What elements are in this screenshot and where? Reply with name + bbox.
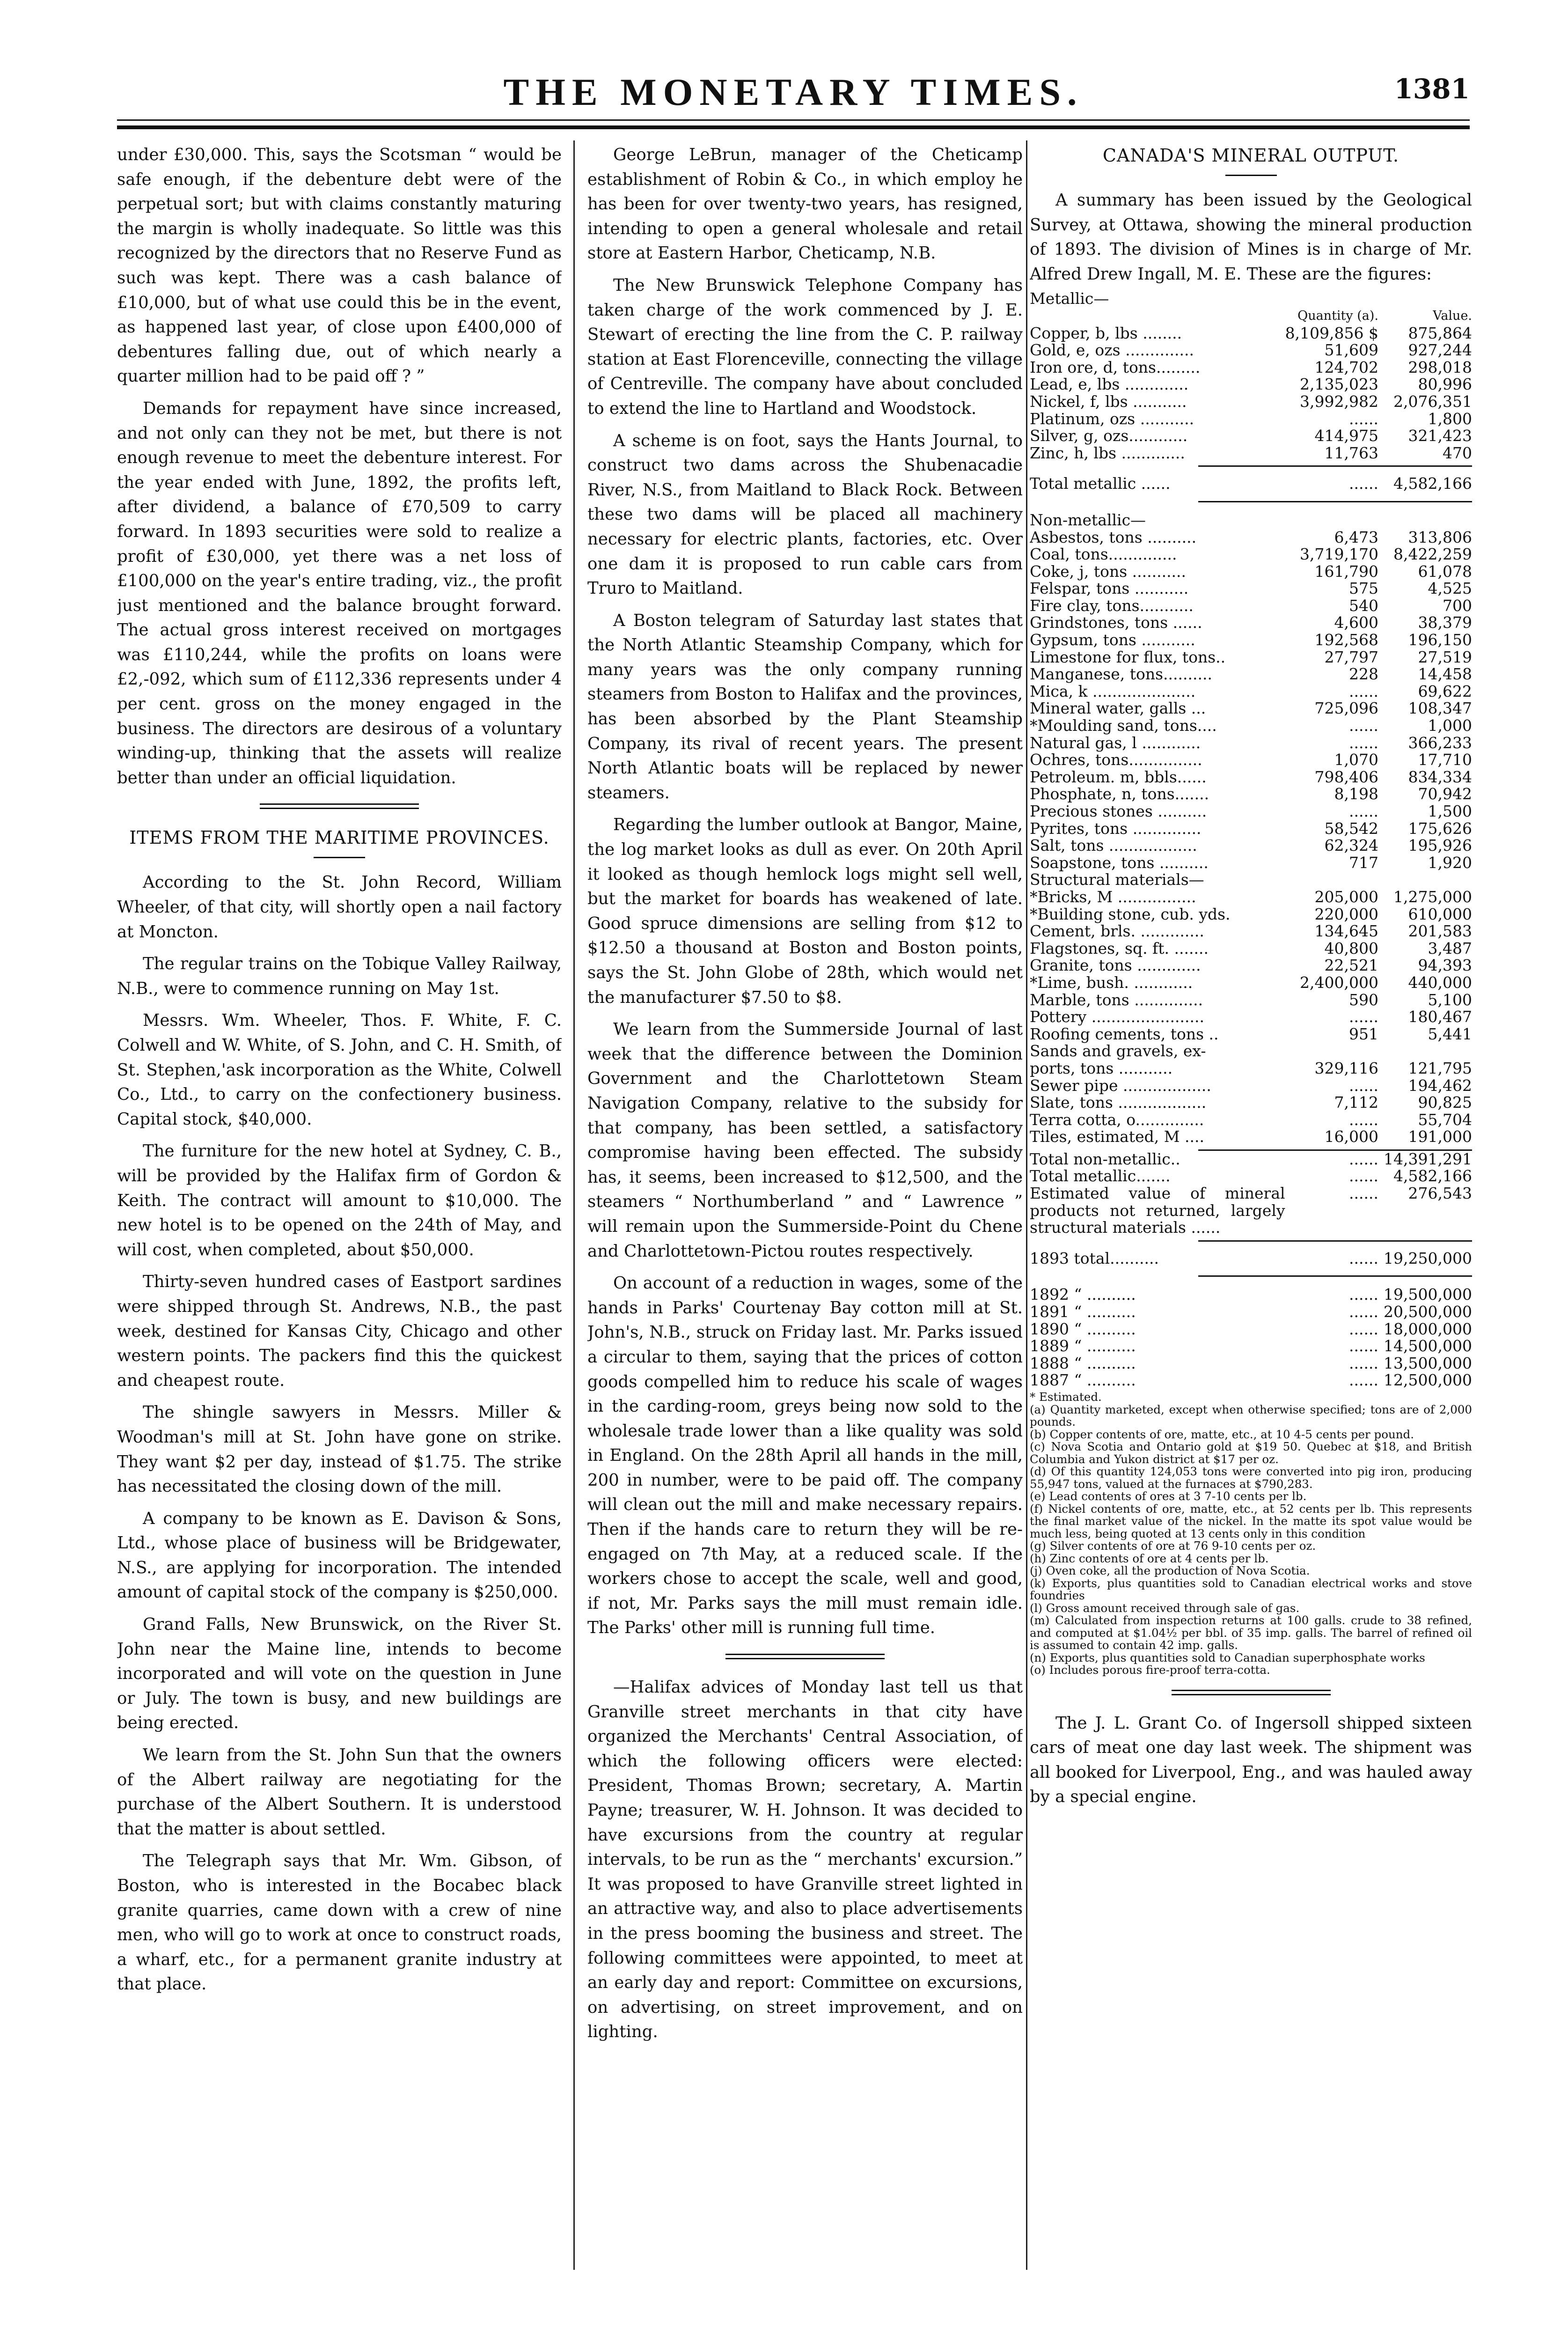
mineral-value: 108,347 xyxy=(1408,699,1472,718)
mineral-quantity: 161,790 xyxy=(1314,562,1378,581)
mineral-value: 1,800 xyxy=(1428,409,1472,428)
table-row xyxy=(1030,393,1472,411)
table-row xyxy=(1030,940,1472,957)
section-label: Non-metallic— xyxy=(1030,510,1146,529)
mineral-name: Total metallic....... xyxy=(1030,1167,1171,1185)
mineral-quantity: ...... xyxy=(1349,1149,1378,1168)
table-row xyxy=(1030,427,1472,445)
mineral-value: 194,462 xyxy=(1408,1076,1472,1095)
table-row xyxy=(1030,1112,1472,1129)
mineral-name: 1889 “ .......... xyxy=(1030,1337,1136,1355)
table-row xyxy=(1030,803,1472,820)
news-item: The shingle sawyers in Messrs. Miller & Woodman's mill at St. John have gone on strike. They want $2 per day, instead of $1.75. The strike has necessitated the closing down of the mill. xyxy=(117,1403,562,1496)
total-row xyxy=(1030,467,1472,497)
mineral-value: 5,441 xyxy=(1428,1024,1472,1043)
mineral-quantity: ...... xyxy=(1349,716,1378,735)
year-row xyxy=(1030,1355,1472,1372)
table-row xyxy=(1030,359,1472,376)
mineral-quantity: 58,542 xyxy=(1324,819,1378,838)
page-number: 1381 xyxy=(1394,73,1470,105)
column-divider xyxy=(1026,140,1027,2270)
mineral-value: 19,250,000 xyxy=(1384,1249,1472,1267)
table-row xyxy=(1030,700,1472,717)
table-footnotes xyxy=(1030,1391,1472,1677)
table-row xyxy=(1030,1009,1472,1026)
year-row xyxy=(1030,1321,1472,1338)
table-row xyxy=(1030,1026,1472,1043)
mineral-name: Gypsum, tons ........... xyxy=(1030,631,1195,649)
table-row xyxy=(1030,632,1472,649)
mineral-name: Asbestos, tons .......... xyxy=(1030,528,1197,546)
mineral-name: Zinc, h, lbs ............. xyxy=(1030,443,1185,462)
estimated-row xyxy=(1030,1185,1472,1237)
mineral-value: 276,543 xyxy=(1408,1184,1472,1203)
table-row xyxy=(1030,735,1472,752)
news-item: George LeBrun, manager of the Cheticamp establishment of Robin & Co., in which employ he has been for over twenty-two years, has resigned, intending to open a general wholesale and retail store at Eastern Harbor, Cheticamp, N.B. xyxy=(587,145,1023,263)
mineral-name: Mica, k ..................... xyxy=(1030,682,1196,700)
mineral-value: 14,391,291 xyxy=(1384,1149,1472,1168)
footnote: (l) Gross amount received through sale of gas. xyxy=(1030,1601,1300,1615)
mineral-name: Natural gas, l ............ xyxy=(1030,733,1201,752)
mineral-quantity: ...... xyxy=(1349,1354,1378,1372)
table-row xyxy=(1030,614,1472,632)
total-row xyxy=(1030,1242,1472,1272)
mineral-value: 94,393 xyxy=(1418,956,1472,975)
mineral-quantity: 3,992,982 xyxy=(1300,392,1378,411)
mineral-quantity: 205,000 xyxy=(1314,887,1378,906)
mineral-quantity: ...... xyxy=(1349,1076,1378,1095)
year-row xyxy=(1030,1338,1472,1355)
mineral-name: Granite, tons ............. xyxy=(1030,956,1201,975)
year-row xyxy=(1030,1303,1472,1321)
mineral-quantity: 590 xyxy=(1349,990,1378,1009)
news-item: We learn from the St. John Sun that the owners of the Albert railway are negotiating for the purchase of the Albert Southern. It is understood that the matter is about settled. xyxy=(117,1745,562,1839)
table-row xyxy=(1030,597,1472,615)
mineral-value: 610,000 xyxy=(1408,905,1472,923)
mineral-quantity: ...... xyxy=(1349,1008,1378,1026)
mineral-quantity: ...... xyxy=(1349,733,1378,752)
mineral-name: Silver, g, ozs............ xyxy=(1030,427,1188,445)
footnote: (k) Exports, plus quantities sold to Canadian electrical works and stove foundries xyxy=(1030,1576,1472,1602)
mineral-name: Limestone for flux, tons.. xyxy=(1030,648,1226,666)
section-heading: ITEMS FROM THE MARITIME PROVINCES. xyxy=(129,827,550,848)
mineral-name: 1892 “ .......... xyxy=(1030,1285,1136,1304)
footnote: (m) Calculated from inspection returns at 100 galls. crude to 38 refined, and computed at $1.04½ per bbl. of 35 imp. galls. The barrel of refined oil is assumed to contain 42 imp. galls. xyxy=(1030,1613,1472,1652)
mineral-name: Terra cotta, o.............. xyxy=(1030,1110,1204,1129)
section-separator xyxy=(1172,1690,1331,1695)
quantity-header: Quantity (a). xyxy=(1297,308,1378,323)
mineral-value: 196,150 xyxy=(1408,631,1472,649)
mineral-value: 175,626 xyxy=(1408,819,1472,838)
footnote: (o) Includes porous fire-proof terra-cotta. xyxy=(1030,1663,1270,1677)
mineral-name: 1893 total.......... xyxy=(1030,1249,1159,1267)
section-label: Structural materials— xyxy=(1030,870,1204,889)
mineral-value: 927,244 xyxy=(1408,341,1472,360)
news-item: On account of a reduction in wages, some of the hands in Parks' Courtenay Bay cotton mill at St. John's, N.B., struck on Friday last. Mr. Parks issued a circular to them, saying that the prices of cotton goods compelled him to reduce his scale of wages in the carding-room, greys being now sold to the wholesale trade lower than a like quality was sold in England. On the 28th April all hands in the mill, 200 in number, were to be paid off. The company will clean out the mill and make necessary repairs. Then if the hands care to return they will be re-engaged on 7th May, at a reduced scale. If the workers chose to accept the scale, well and good, if not, Mr. Parks says the mill must remain idle. The Parks' other mill is running full time. xyxy=(587,1274,1023,1638)
mineral-name: Platinum, ozs ........... xyxy=(1030,409,1194,428)
mineral-table xyxy=(1030,290,1472,1389)
mineral-value: 195,926 xyxy=(1408,836,1472,855)
mineral-quantity: 951 xyxy=(1349,1024,1378,1043)
news-item: A scheme is on foot, says the Hants Journal, to construct two dams across the Shubenacadie River, N.S., from Maitland to Black Rock. Between these two dams will be placed all machinery necessary for electric plants, factories, etc. Over one dam it is proposed to run cable cars from Truro to Maitland. xyxy=(587,431,1023,598)
mineral-quantity: ...... xyxy=(1349,1319,1378,1338)
mineral-quantity: 1,070 xyxy=(1334,751,1378,769)
mineral-value: 1,275,000 xyxy=(1393,887,1472,906)
mineral-name: Ochres, tons............... xyxy=(1030,751,1202,769)
footnote: (n) Exports, plus quantities sold to Canadian superphosphate works xyxy=(1030,1650,1425,1664)
total-row xyxy=(1030,1168,1472,1185)
table-row xyxy=(1030,889,1472,906)
mineral-quantity: 134,645 xyxy=(1314,922,1378,941)
news-item: Messrs. Wm. Wheeler, Thos. F. White, F. C. Colwell and W. White, of S. John, and C. H. Smith, of St. Stephen,'ask incorporation as the White, Colwell Co., Ltd., to carry on the confectionery business. Capital stock, $40,000. xyxy=(117,1011,562,1129)
masthead-rule-thin xyxy=(117,119,1470,121)
masthead-title: THE MONETARY TIMES. xyxy=(503,71,1084,113)
mineral-value: 14,500,000 xyxy=(1384,1337,1472,1355)
news-item: We learn from the Summerside Journal of last week that the difference between the Dominion Government and the Charlottetown Steam Navigation Company, relative to the subsidy for that company, has been settled, a satisfactory compromise having been effected. The subsidy has, it seems, been increased to $12,500, and the steamers “ Northumberland ” and “ Lawrence ” will remain upon the Summerside-Point du Chene and Charlottetown-Pictou routes respectively. xyxy=(587,1020,1023,1261)
mineral-value: 55,704 xyxy=(1418,1110,1472,1129)
news-item: A company to be known as E. Davison & Sons, Ltd., whose place of business will be Bridgewater, N.S., are applying for incorporation. The intended amount of capital stock of the company is $250,000. xyxy=(117,1509,562,1602)
mineral-name: *Building stone, cub. yds. xyxy=(1030,905,1231,923)
mineral-value: 298,018 xyxy=(1408,358,1472,376)
table-row xyxy=(1030,580,1472,597)
table-row xyxy=(1030,411,1472,428)
table-row xyxy=(1030,649,1472,666)
mineral-quantity: ...... xyxy=(1349,1167,1378,1185)
mineral-value: 1,920 xyxy=(1428,853,1472,872)
mineral-name: Sands and gravels, ex- xyxy=(1030,1042,1206,1060)
news-item: The New Brunswick Telephone Company has taken charge of the work commenced by J. E. Stewart of erecting the line from the C. P. railway station at East Florenceville, connecting the village of Centreville. The company have about concluded to extend the line to Hartland and Woodstock. xyxy=(587,275,1023,418)
table-row xyxy=(1030,820,1472,838)
mineral-value: 875,864 xyxy=(1408,324,1472,342)
table-row xyxy=(1030,683,1472,700)
mineral-value: 121,795 xyxy=(1408,1059,1472,1077)
mineral-name: 1890 “ .......... xyxy=(1030,1319,1136,1338)
mineral-value: 90,825 xyxy=(1418,1093,1472,1112)
mineral-value: 38,379 xyxy=(1418,613,1472,632)
total-row xyxy=(1030,1151,1472,1168)
section-separator xyxy=(725,1654,885,1659)
mineral-value: 4,582,166 xyxy=(1393,474,1472,493)
mineral-value: 13,500,000 xyxy=(1384,1354,1472,1372)
mineral-quantity: 329,116 xyxy=(1314,1059,1378,1077)
mineral-quantity: ...... xyxy=(1349,802,1378,820)
mineral-value: 201,583 xyxy=(1408,922,1472,941)
mineral-quantity: 40,800 xyxy=(1324,939,1378,957)
table-row xyxy=(1030,1043,1472,1060)
mineral-quantity: 540 xyxy=(1349,596,1378,615)
table-section-label xyxy=(1030,290,1472,308)
mineral-quantity: 51,609 xyxy=(1324,341,1378,360)
footnote: (d) Of this quantity 124,053 tons were converted into pig iron, producing 55,947 tons, valued at the furnaces at $790,283. xyxy=(1030,1465,1472,1491)
mineral-quantity: ...... xyxy=(1349,1303,1378,1321)
footnote: (j) Oven coke, all the production of Nova Scotia. xyxy=(1030,1564,1310,1577)
table-row xyxy=(1030,786,1472,803)
mineral-name: Mineral water, galls ... xyxy=(1030,699,1206,718)
value-header: Value. xyxy=(1433,308,1472,323)
mineral-name: Manganese, tons.......... xyxy=(1030,665,1212,684)
mineral-value: 191,000 xyxy=(1408,1127,1472,1146)
mineral-name: Grindstones, tons ...... xyxy=(1030,613,1202,632)
mineral-name: Iron ore, d, tons......... xyxy=(1030,358,1201,376)
mineral-value: 5,100 xyxy=(1428,990,1472,1009)
mineral-name: Soapstone, tons .......... xyxy=(1030,853,1209,872)
section-separator xyxy=(260,803,419,809)
mineral-name: Total metallic ...... xyxy=(1030,474,1171,493)
mineral-quantity: 11,763 xyxy=(1324,443,1378,462)
mineral-name: Nickel, f, lbs ........... xyxy=(1030,392,1187,411)
mineral-value: 3,487 xyxy=(1428,939,1472,957)
table-rule xyxy=(1030,462,1472,467)
masthead xyxy=(117,70,1470,117)
article-paragraph: under £30,000. This, says the Scotsman “ would be safe enough, if the debenture debt were of the perpetual sort; but with claims constantly maturing the margin is wholly inadequate. So little was this recognized by the directors that no Reserve Fund as such was kept. There was a cash balance of £10,000, but of what use could this be in the event, as happened last year, of close upon £400,000 of debentures falling due, out of which nearly a quarter million had to be paid off ? ” xyxy=(117,145,562,386)
mineral-name: Lead, e, lbs ............. xyxy=(1030,375,1189,394)
news-item: The Telegraph says that Mr. Wm. Gibson, of Boston, who is interested in the Bocabec black granite quarries, came down with a crew of nine men, who will go to work at once to construct roads, a wharf, etc., for a permanent granite industry at that place. xyxy=(117,1851,562,1994)
table-section-label xyxy=(1030,502,1472,529)
mineral-name: Tiles, estimated, M .... xyxy=(1030,1127,1204,1146)
mineral-quantity: 575 xyxy=(1349,579,1378,598)
mineral-value: 8,422,259 xyxy=(1393,545,1472,564)
mineral-quantity: 124,702 xyxy=(1314,358,1378,376)
mineral-value: 12,500,000 xyxy=(1384,1371,1472,1390)
mineral-quantity: 22,521 xyxy=(1324,956,1378,975)
table-row xyxy=(1030,769,1472,786)
mineral-value xyxy=(1378,1043,1472,1060)
mineral-name: Coke, j, tons ........... xyxy=(1030,562,1187,581)
mineral-value: 834,334 xyxy=(1408,767,1472,786)
table-rule xyxy=(1030,1237,1472,1242)
article-paragraph: Demands for repayment have since increased, and not only can they not be met, but there is not enough revenue to meet the debenture interest. For the year ended with June, 1892, the profits left, after dividend, a balance of £70,509 to carry forward. In 1893 securities were sold to realize a profit of £30,000, yet there was a net loss of £100,000 on the year's entire trading, viz., the profit just mentioned and the balance brought forward. The actual gross interest received on mortgages was £110,244, while the profits on loans were £2,-092, which sum of £112,336 represents under 4 per cent. gross on the money engaged in the business. The directors are desirous of a voluntary winding-up, thinking that the assets will realize better than under an official liquidation. xyxy=(117,398,562,788)
footnote: (c) Nova Scotia and Ontario gold at $19 50. Quebec at $18, and British Columbia and Yukon district at $17 per oz. xyxy=(1030,1440,1472,1466)
mineral-quantity: ...... xyxy=(1349,1184,1378,1203)
section-label: Metallic— xyxy=(1030,289,1109,308)
mineral-name: Marble, tons .............. xyxy=(1030,990,1203,1009)
mineral-value: 1,000 xyxy=(1428,716,1472,735)
mineral-name: ports, tons ........... xyxy=(1030,1059,1173,1077)
footnote: (e) Lead contents of ores at 3 7-10 cents per lb. xyxy=(1030,1489,1307,1503)
news-item: —Halifax advices of Monday last tell us that Granville street merchants in that city have organized the Merchants' Central Association, of which the following officers were elected: President, Thomas Brown; secretary, A. Martin Payne; treasurer, W. H. Johnson. It was decided to have excursions from the country at regular intervals, to be run as the “ merchants' excursion.” It was proposed to have Granville street lighted in an attractive way, and also to place advertisements in the press booming the business and street. The following committees were appointed, to meet at an early day and report: Committee on excursions, on advertising, on street improvement, and on lighting. xyxy=(587,1678,1023,2042)
mineral-quantity: 2,135,023 xyxy=(1300,375,1378,394)
mineral-name: Fire clay, tons........... xyxy=(1030,596,1194,615)
footnote: (a) Quantity marketed, except when otherwise specified; tons are of 2,000 pounds. xyxy=(1030,1402,1472,1428)
mineral-value: 180,467 xyxy=(1408,1008,1472,1026)
mineral-name: Copper, b, lbs ........ xyxy=(1030,324,1182,342)
table-row xyxy=(1030,546,1472,563)
mineral-value: 20,500,000 xyxy=(1384,1303,1472,1321)
table-header-row xyxy=(1030,308,1472,325)
mineral-value: 69,622 xyxy=(1418,682,1472,700)
footnote: (b) Copper contents of ore, matte, etc., at 10 4-5 cents per pound. xyxy=(1030,1427,1414,1441)
mineral-value: 440,000 xyxy=(1408,973,1472,992)
mineral-quantity: ...... xyxy=(1349,409,1378,428)
mineral-intro: A summary has been issued by the Geological Survey, at Ottawa, showing the mineral production of 1893. The division of Mines is in charge of Mr. Alfred Drew Ingall, M. E. These are the figures: xyxy=(1030,191,1472,284)
news-item: Thirty-seven hundred cases of Eastport sardines were shipped through St. Andrews, N.B., the past week, destined for Kansas City, Chicago and other western points. The packers find this the quickest and cheapest route. xyxy=(117,1272,562,1390)
table-row xyxy=(1030,1094,1472,1112)
mineral-value: 366,233 xyxy=(1408,733,1472,752)
column-divider xyxy=(573,140,575,2270)
mineral-name: *Moulding sand, tons.... xyxy=(1030,716,1217,735)
mineral-name: Cement, brls. ............. xyxy=(1030,922,1204,941)
mineral-quantity: 3,719,170 xyxy=(1300,545,1378,564)
news-item: The regular trains on the Tobique Valley Railway, N.B., were to commence running on May 1st. xyxy=(117,954,562,998)
table-row xyxy=(1030,529,1472,546)
mineral-quantity: 16,000 xyxy=(1324,1127,1378,1146)
mineral-value: 321,423 xyxy=(1408,427,1472,445)
column-2 xyxy=(587,143,1023,2275)
table-row xyxy=(1030,751,1472,769)
year-row xyxy=(1030,1372,1472,1389)
table-row xyxy=(1030,1060,1472,1077)
table-row xyxy=(1030,376,1472,393)
mineral-quantity: ...... xyxy=(1349,1285,1378,1304)
section-heading: CANADA'S MINERAL OUTPUT. xyxy=(1102,145,1399,166)
mineral-name: Salt, tons .................. xyxy=(1030,836,1197,855)
mineral-name: Petroleum. m, bbls...... xyxy=(1030,767,1207,786)
mineral-name: 1888 “ .......... xyxy=(1030,1354,1136,1372)
mineral-quantity: ...... xyxy=(1349,682,1378,700)
mineral-quantity: 228 xyxy=(1349,665,1378,684)
mineral-quantity: 27,797 xyxy=(1324,648,1378,666)
mineral-quantity: 4,600 xyxy=(1334,613,1378,632)
mineral-quantity: 798,406 xyxy=(1314,767,1378,786)
mineral-value: 19,500,000 xyxy=(1384,1285,1472,1304)
mineral-quantity: ...... xyxy=(1349,1371,1378,1390)
footnote: (g) Silver contents of ore at 76 9-10 cents per oz. xyxy=(1030,1539,1316,1553)
mineral-quantity: 7,112 xyxy=(1334,1093,1378,1112)
mineral-value: 470 xyxy=(1443,443,1472,462)
mineral-name: Gold, e, ozs .............. xyxy=(1030,341,1194,360)
news-item: According to the St. John Record, William Wheeler, of that city, will shortly open a nail factory at Moncton. xyxy=(117,873,562,942)
mineral-value: 700 xyxy=(1443,596,1472,615)
mineral-name: Felspar, tons ........... xyxy=(1030,579,1189,598)
mineral-quantity xyxy=(1285,1043,1378,1060)
mineral-quantity: 2,400,000 xyxy=(1300,973,1378,992)
mineral-name: Pottery ....................... xyxy=(1030,1008,1204,1026)
mineral-name: 1891 “ .......... xyxy=(1030,1303,1136,1321)
table-row xyxy=(1030,325,1472,342)
mineral-value: 80,996 xyxy=(1418,375,1472,394)
mineral-quantity: ...... xyxy=(1349,474,1378,493)
mineral-name: 1887 “ .......... xyxy=(1030,1371,1136,1390)
mineral-name: Pyrites, tons .............. xyxy=(1030,819,1202,838)
mineral-quantity: 220,000 xyxy=(1314,905,1378,923)
table-row xyxy=(1030,342,1472,359)
mineral-quantity: 6,473 xyxy=(1334,528,1378,546)
table-row xyxy=(1030,1077,1472,1095)
table-row xyxy=(1030,923,1472,940)
mineral-quantity: 192,568 xyxy=(1314,631,1378,649)
table-rule xyxy=(1030,497,1472,502)
table-row xyxy=(1030,854,1472,872)
table-rule xyxy=(1030,1272,1472,1277)
mineral-name: Roofing cements, tons .. xyxy=(1030,1024,1219,1043)
mineral-name: Phosphate, n, tons....... xyxy=(1030,785,1209,803)
mineral-value: 61,078 xyxy=(1418,562,1472,581)
mineral-name: Flagstones, sq. ft. ....... xyxy=(1030,939,1209,957)
mineral-name: Slate, tons .................. xyxy=(1030,1093,1207,1112)
mineral-value: 18,000,000 xyxy=(1384,1319,1472,1338)
news-item: Grand Falls, New Brunswick, on the River St. John near the Maine line, intends to become incorporated and will vote on the question in June or July. The town is busy, and new buildings are being erected. xyxy=(117,1615,562,1733)
column-3 xyxy=(1030,143,1472,2275)
mineral-name: Precious stones .......... xyxy=(1030,802,1207,820)
mineral-name: *Bricks, M ................ xyxy=(1030,887,1196,906)
table-row xyxy=(1030,974,1472,992)
mineral-quantity: 725,096 xyxy=(1314,699,1378,718)
mineral-name: *Lime, bush. ............ xyxy=(1030,973,1193,992)
mineral-quantity: ...... xyxy=(1349,1110,1378,1129)
table-row xyxy=(1030,563,1472,581)
table-row xyxy=(1030,837,1472,854)
heading-rule xyxy=(1225,175,1277,176)
mineral-value: 1,500 xyxy=(1428,802,1472,820)
table-row xyxy=(1030,666,1472,683)
news-item: The J. L. Grant Co. of Ingersoll shipped sixteen cars of meat one day last week. The shipment was all booked for Liverpool, Eng., and was hauled away by a special engine. xyxy=(1030,1713,1472,1807)
mineral-quantity: ...... xyxy=(1349,1337,1378,1355)
table-section-label xyxy=(1030,871,1472,889)
mineral-quantity: 62,324 xyxy=(1324,836,1378,855)
mineral-value: 4,525 xyxy=(1428,579,1472,598)
mineral-quantity: 8,109,856 $ xyxy=(1285,324,1378,342)
mineral-quantity: 414,975 xyxy=(1314,427,1378,445)
mineral-name: Total non-metallic.. xyxy=(1030,1149,1180,1168)
mineral-value: 2,076,351 xyxy=(1393,392,1472,411)
table-row xyxy=(1030,957,1472,974)
year-row xyxy=(1030,1277,1472,1303)
news-item: Regarding the lumber outlook at Bangor, Maine, the log market looks as dull as ever. On 20th April it looked as though hemlock logs might sell well, but the market for boards has weakened of late. Good spruce dimensions are selling from $12 to $12.50 a thousand at Boston and Boston points, says the St. John Globe of 28th, which would net the manufacturer $7.50 to $8. xyxy=(587,815,1023,1007)
mineral-value: 14,458 xyxy=(1418,665,1472,684)
mineral-quantity: ...... xyxy=(1349,1249,1378,1267)
mineral-quantity: 8,198 xyxy=(1334,785,1378,803)
table-row xyxy=(1030,992,1472,1009)
mineral-value: 4,582,166 xyxy=(1393,1167,1472,1185)
mineral-value: 17,710 xyxy=(1418,751,1472,769)
header-blank xyxy=(1030,308,1285,325)
table-row xyxy=(1030,717,1472,735)
table-row xyxy=(1030,906,1472,923)
news-item: The furniture for the new hotel at Sydney, C. B., will be provided by the Halifax firm of Gordon & Keith. The contract will amount to $10,000. The new hotel is to be opened on the 24th of May, and will cost, when completed, about $50,000. xyxy=(117,1141,562,1259)
footnote: (f) Nickel contents of ore, matte, etc., at 52 cents per lb. This represents the final market value of the nickel. In the matte its spot value would be much less, being quoted at 13 cents only in this condition xyxy=(1030,1502,1472,1540)
mineral-name: Coal, tons.............. xyxy=(1030,545,1177,564)
table-row xyxy=(1030,1128,1472,1146)
masthead-rule-thick xyxy=(117,125,1470,129)
footnote: * Estimated. xyxy=(1030,1390,1102,1404)
mineral-name: Sewer pipe .................. xyxy=(1030,1076,1211,1095)
column-1 xyxy=(117,143,562,2275)
heading-rule xyxy=(314,857,365,858)
mineral-value: 313,806 xyxy=(1408,528,1472,546)
table-row xyxy=(1030,445,1472,462)
mineral-quantity: 717 xyxy=(1349,853,1378,872)
mineral-value: 27,519 xyxy=(1418,648,1472,666)
footnote: (h) Zinc contents of ore at 4 cents per lb. xyxy=(1030,1551,1269,1565)
mineral-name: Estimated value of mineral products not returned, largely structural materials ...... xyxy=(1030,1184,1285,1237)
mineral-value: 70,942 xyxy=(1418,785,1472,803)
news-item: A Boston telegram of Saturday last states that the North Atlantic Steamship Company, which for many years was the only company running steamers from Boston to Halifax and the provinces, has been absorbed by the Plant Steamship Company, its rival of recent years. The present North Atlantic boats will be replaced by newer steamers. xyxy=(587,611,1023,802)
